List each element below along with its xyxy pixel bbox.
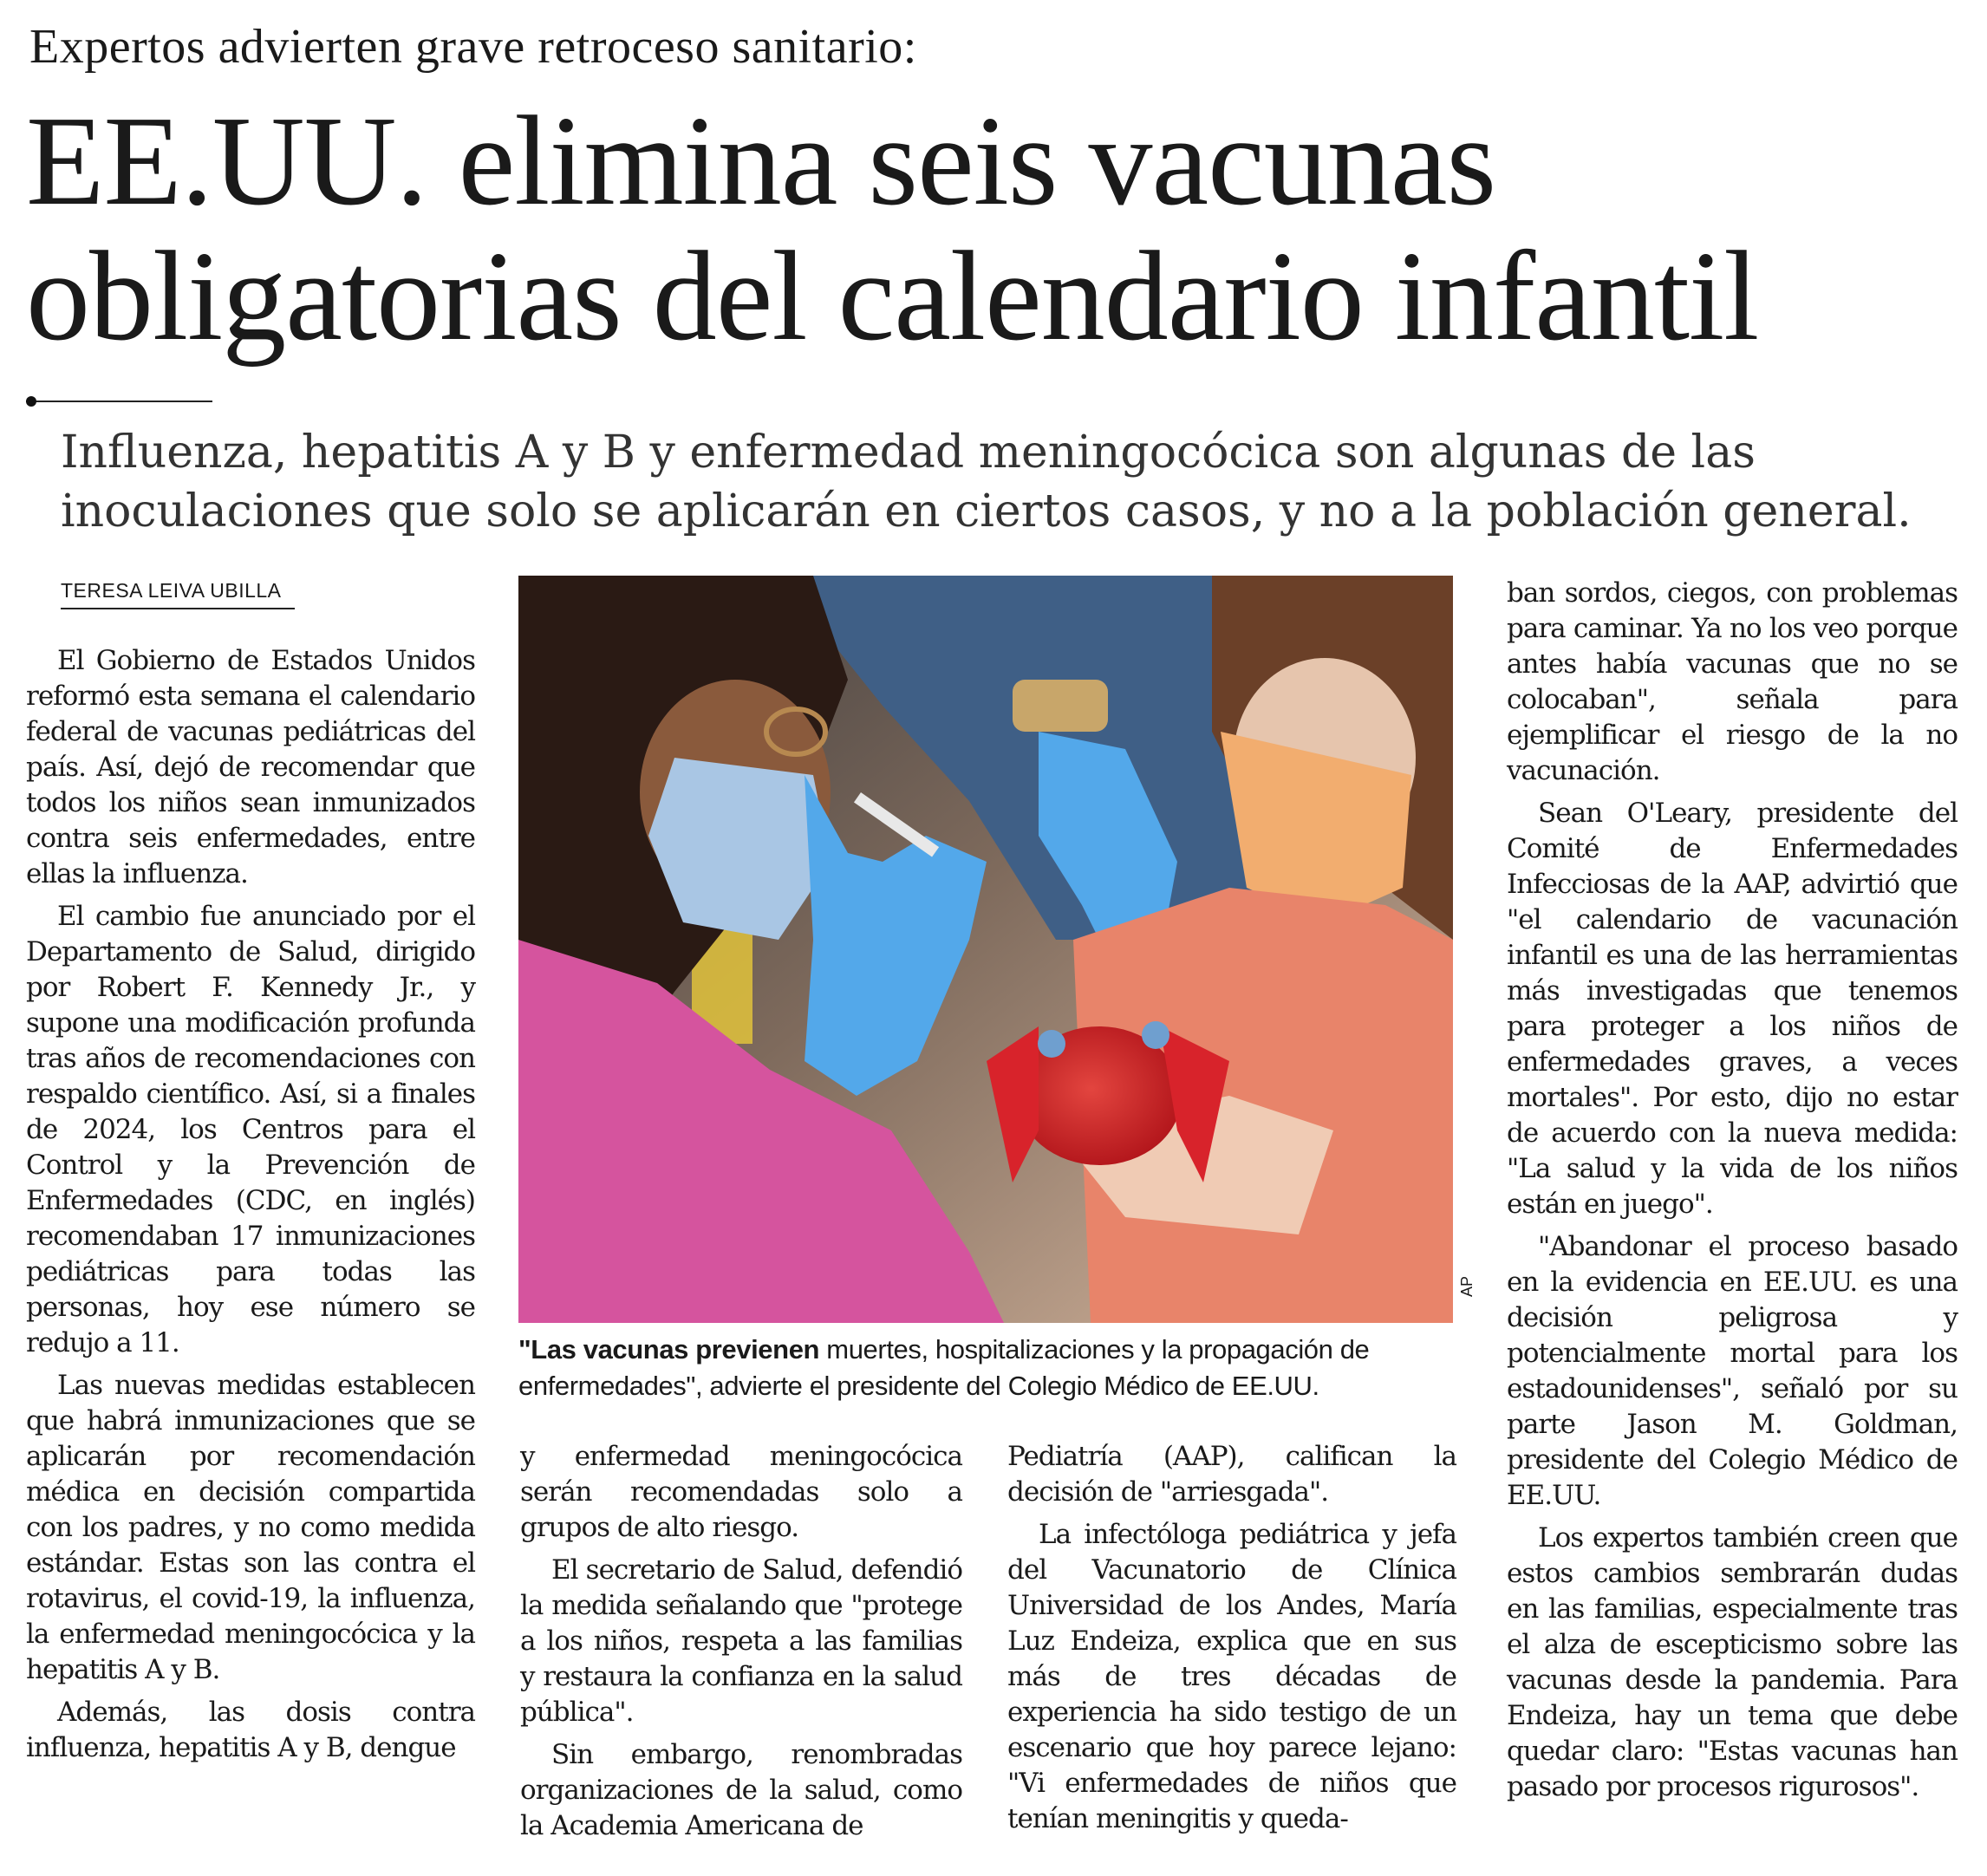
headline: [26, 90, 1759, 368]
paragraph: Sean O'Leary, presidente del Comité de Enfermedades Infecciosas de la AAP, advirtió que "el calendario de vacunación infantil es una de las herramientas más investigadas que tenemos para proteger a los niños de enfermedades graves, a veces mortales". Por esto, dijo no estar de acuerdo con la nueva medida: "La salud y la vida de los niños están en juego".: [1507, 798, 1958, 1220]
divider-rule: [26, 401, 212, 402]
paragraph: El Gobierno de Estados Unidos reformó esta semana el calendario federal de vacunas pediátricas del país. Así, dejó de recomendar que todos los niños sean inmunizados contra seis enfermedades, entre ellas la influenza.: [26, 645, 475, 889]
body-column-1: [26, 643, 475, 1766]
paragraph: "Abandonar el proceso basado en la evidencia en EE.UU. es una decisión peligrosa y potencialmente mortal para los estadounidenses", señaló por su parte Jason M. Goldman, presidente del Colegio Médico de EE.UU.: [1507, 1231, 1958, 1511]
paragraph: y enfermedad meningocócica serán recomendadas solo a grupos de alto riesgo.: [520, 1441, 962, 1543]
deck-line-1: Influenza, hepatitis A y B y enfermedad meningocócica son algunas de las: [61, 427, 1756, 479]
paragraph: El secretario de Salud, defendió la medida señalando que "protege a los niños, respeta a las familias y restaura la confianza en la salud pública".: [520, 1554, 962, 1728]
vaccination-photo-illustration: [518, 576, 1453, 1323]
photo-credit: AP: [1458, 1275, 1476, 1297]
headline-line-2: obligatorias del calendario infantil: [26, 225, 1759, 368]
body-column-4: [1507, 576, 1958, 1805]
body-column-3: [1007, 1439, 1456, 1837]
paragraph: El cambio fue anunciado por el Departamento de Salud, dirigido por Robert F. Kennedy Jr., y supone una modificación profunda tras años de recomendaciones con respaldo científico. Así, si a finales de 2024, los Centros para el Control y la Prevención de Enfermedades (CDC, en inglés) recomendaban 17 inmunizaciones pediátricas para todas las personas, hoy ese número se redujo a 11.: [26, 901, 475, 1358]
deck-line-2: inoculaciones que solo se aplicarán en ciertos casos, y no a la población general.: [61, 485, 1912, 537]
paragraph: Sin embargo, renombradas organizaciones de la salud, como la Academia Americana de: [520, 1739, 962, 1841]
paragraph: Los expertos también creen que estos cambios sembrarán dudas en las familias, especialmente tras el alza de escepticismo sobre las vacunas desde la pandemia. Para Endeiza, hay un tema que debe quedar claro: "Estas vacunas han pasado por procesos rigurosos".: [1507, 1522, 1958, 1802]
paragraph: La infectóloga pediátrica y jefa del Vacunatorio de Clínica Universidad de los Andes, María Luz Endeiza, explica que en sus más de tres décadas de experiencia ha sido testigo de un escenario que hoy parece lejano: "Vi enfermedades de niños que tenían meningitis y queda-: [1007, 1519, 1456, 1834]
deck: [61, 423, 1912, 541]
paragraph: ban sordos, ciegos, con problemas para caminar. Ya no los veo porque antes había vacunas que no se colocaban", señala para ejemplificar el riesgo de la no vacunación.: [1507, 577, 1958, 786]
body-column-2: [520, 1439, 962, 1844]
paragraph: Además, las dosis contra influenza, hepatitis A y B, dengue: [26, 1697, 475, 1763]
caption-lead: "Las vacunas previenen: [518, 1334, 820, 1365]
news-photo: [518, 576, 1453, 1323]
byline: TERESA LEIVA UBILLA: [61, 579, 295, 609]
paragraph: Pediatría (AAP), califican la decisión de "arriesgada".: [1007, 1441, 1456, 1508]
headline-line-1: EE.UU. elimina seis vacunas: [26, 90, 1496, 232]
caption-text: muertes, hospitalizaciones y la propagación de enfermedades", advierte el presidente del Colegio Médico de EE.UU.: [518, 1334, 1370, 1401]
paragraph: Las nuevas medidas establecen que habrá inmunizaciones que se aplicarán por recomendación médica en decisión compartida con los padres, y no como medida estándar. Estas son las contra el rotavirus, el covid-19, la influenza, la enfermedad meningocócica y la hepatitis A y B.: [26, 1370, 475, 1685]
divider-dot: [26, 396, 36, 407]
photo-caption: [518, 1332, 1463, 1404]
kicker: Expertos advierten grave retroceso sanitario:: [29, 20, 917, 74]
